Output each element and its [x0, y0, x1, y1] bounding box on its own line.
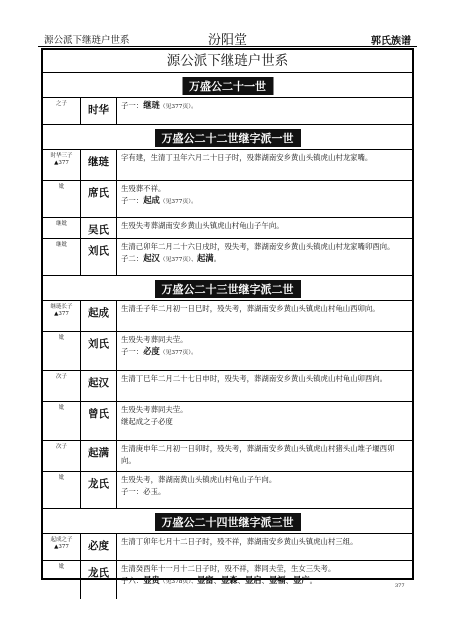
person-name: 刘氏: [81, 332, 117, 370]
biography-line: [121, 183, 409, 195]
person-name: 曾氏: [81, 402, 117, 440]
person-name: 继琏: [81, 150, 117, 180]
person-row: [43, 239, 412, 276]
text-segment: 、: [213, 575, 221, 585]
section-banner-row: [43, 125, 412, 150]
biography-line: [121, 416, 409, 428]
text-segment: 生清壬子年二月初一日巳时，殁失考，葬湖南安乡黄山头镇虎山村龟山西卯向。: [121, 304, 380, 313]
text-segment: （见377页）。: [159, 104, 197, 110]
text-segment: （见377页）。: [159, 349, 197, 356]
biography-line: [121, 152, 409, 164]
relation-cell: 起成之子▲377: [43, 534, 81, 560]
person-row: [43, 402, 412, 441]
person-row: [43, 472, 412, 509]
person-name: 必度: [81, 534, 117, 560]
child-name: 起满: [196, 252, 214, 263]
person-row: [43, 371, 412, 402]
text-segment: 子一：: [121, 195, 144, 205]
text-segment: 生殁失考葬湖南安乡黄山头镇虎山村龟山子午向。: [121, 221, 284, 230]
relation-cell: 次子: [43, 371, 81, 401]
text-segment: 、: [285, 575, 294, 585]
biography-line: [121, 346, 409, 360]
text-segment: 。: [309, 575, 318, 585]
section-banner: 万盛公二十二世继字派一世: [154, 128, 302, 148]
biography-line: [121, 241, 409, 253]
biography-line: [121, 563, 409, 575]
relation-cell: 之子: [43, 98, 81, 124]
relation-cell: 继妣: [43, 239, 81, 275]
text-segment: 生殁葬不祥。: [121, 184, 166, 193]
person-name: 龙氏: [81, 472, 117, 508]
relation-cell: 妣: [43, 472, 81, 508]
text-segment: 生清癸酉年十一月十二日子时，殁不祥，葬同夫茔，生女三失考。: [121, 564, 336, 573]
text-segment: 生清丁巳年二月二十七日申时，殁失考，葬湖南安乡黄山头镇虎山村龟山卯酉向。: [121, 374, 388, 383]
biography-text: [117, 472, 412, 508]
text-segment: 子一：: [121, 346, 144, 356]
text-segment: 。: [213, 253, 221, 263]
person-row: [43, 150, 412, 181]
person-name: 刘氏: [81, 239, 117, 275]
relation-cell: 妣: [43, 561, 81, 599]
genealogy-table: [41, 48, 414, 585]
biography-text: [117, 534, 412, 560]
text-segment: 生清庚申年二月初一日卯时，殁失考，葬湖南安乡黄山头镇虎山村猪头山堆子堰西卯向。: [121, 444, 395, 465]
person-row: [43, 561, 412, 599]
person-name: 起成: [81, 301, 117, 331]
text-segment: 生殁失考葬同夫茔。: [121, 405, 188, 414]
page-number: 377: [395, 583, 405, 589]
person-row: [43, 441, 412, 472]
person-name: 起汉: [81, 371, 117, 401]
section-banner-row: [43, 276, 412, 301]
biography-line: [121, 443, 409, 466]
text-segment: 子六：: [121, 575, 144, 585]
section-banner-row: [43, 73, 412, 98]
biography-line: [121, 195, 409, 209]
person-name: 时华: [81, 98, 117, 124]
biography-line: [121, 474, 409, 486]
relation-cell: 妣: [43, 332, 81, 370]
biography-text: [117, 441, 412, 471]
text-segment: 继起成之子必度: [121, 416, 173, 426]
biography-line: [121, 373, 409, 385]
child-name: 显森: [220, 574, 238, 585]
relation-cell: 继琏长子▲377: [43, 301, 81, 331]
child-name: 起成: [143, 194, 160, 205]
person-row: [43, 218, 412, 239]
biography-text: [117, 98, 412, 124]
biography-text: [117, 239, 412, 275]
child-name: 显贵: [143, 574, 160, 585]
biography-line: [121, 303, 409, 315]
text-segment: （见378页）、: [159, 578, 197, 585]
person-name: 龙氏: [81, 561, 117, 599]
biography-line: [121, 404, 409, 416]
person-row: [43, 301, 412, 332]
person-row: [43, 181, 412, 218]
biography-text: [117, 371, 412, 401]
child-name: 继琏: [143, 100, 160, 110]
person-row: [43, 98, 412, 125]
person-row: [43, 534, 412, 561]
text-segment: 、: [237, 575, 245, 585]
child-name: 显富: [196, 574, 214, 585]
text-segment: （见377页）、: [159, 256, 197, 263]
person-name: 吴氏: [81, 218, 117, 238]
text-segment: 子一：必玉。: [121, 486, 166, 496]
child-name: 显福: [269, 574, 286, 585]
child-name: 必度: [143, 345, 160, 356]
relation-cell: 妣: [43, 402, 81, 440]
person-row: [43, 332, 412, 371]
relation-cell: 次子: [43, 441, 81, 471]
biography-text: [117, 181, 412, 217]
header-left-title: 源公派下继琏户世系: [44, 35, 130, 46]
biography-line: [121, 536, 409, 548]
text-segment: 生殁失考葬同夫茔。: [121, 335, 188, 344]
relation-cell: 妣: [43, 181, 81, 217]
biography-text: [117, 301, 412, 331]
biography-line: [121, 334, 409, 346]
text-segment: 生清丁卯年七月十二日子时，殁不祥，葬湖南安乡黄山头镇虎山村三组。: [121, 537, 358, 546]
biography-line: [121, 575, 409, 589]
text-segment: 生清己卯年二月二十六日戌时，殁失考，葬湖南安乡黄山头镇虎山村龙家嘴卯酉向。: [121, 242, 395, 251]
running-header: [38, 0, 417, 48]
biography-line: [121, 100, 409, 114]
biography-text: [117, 561, 412, 599]
header-divider: [38, 46, 417, 47]
biography-text: [117, 150, 412, 180]
section-banner-row: [43, 509, 412, 534]
relation-cell: 继妣: [43, 218, 81, 238]
child-name: 显广: [293, 574, 310, 585]
header-book-title: 郭氏族谱: [371, 36, 411, 47]
biography-text: [117, 332, 412, 370]
biography-text: [117, 218, 412, 238]
text-segment: 子二：: [121, 253, 144, 263]
text-segment: 字有建，生清丁丑年六月二十日子时，殁葬湖南安乡黄山头镇虎山村龙家嘴。: [121, 153, 373, 162]
header-hall-name: 汾阳堂: [207, 33, 247, 48]
page-title: 源公派下继琏户世系: [43, 50, 412, 73]
text-segment: （见377页）。: [159, 198, 197, 205]
person-name: 起满: [81, 441, 117, 471]
child-name: 显启: [244, 574, 262, 585]
section-banner: 万盛公二十一世: [181, 76, 274, 96]
biography-line: [121, 220, 409, 232]
text-segment: 生殁失考，葬湖南黄山头镇虎山村龟山子午向。: [121, 475, 277, 484]
biography-line: [121, 253, 409, 267]
text-segment: 、: [261, 575, 269, 585]
text-segment: 子一：: [121, 101, 144, 110]
child-name: 起汉: [143, 252, 160, 263]
section-banner: 万盛公二十四世继字派三世: [154, 512, 302, 532]
relation-cell: 时华三子▲377: [43, 150, 81, 180]
biography-line: [121, 486, 409, 498]
section-banner: 万盛公二十三世继字派二世: [154, 279, 302, 299]
biography-text: [117, 402, 412, 440]
person-name: 席氏: [81, 181, 117, 217]
